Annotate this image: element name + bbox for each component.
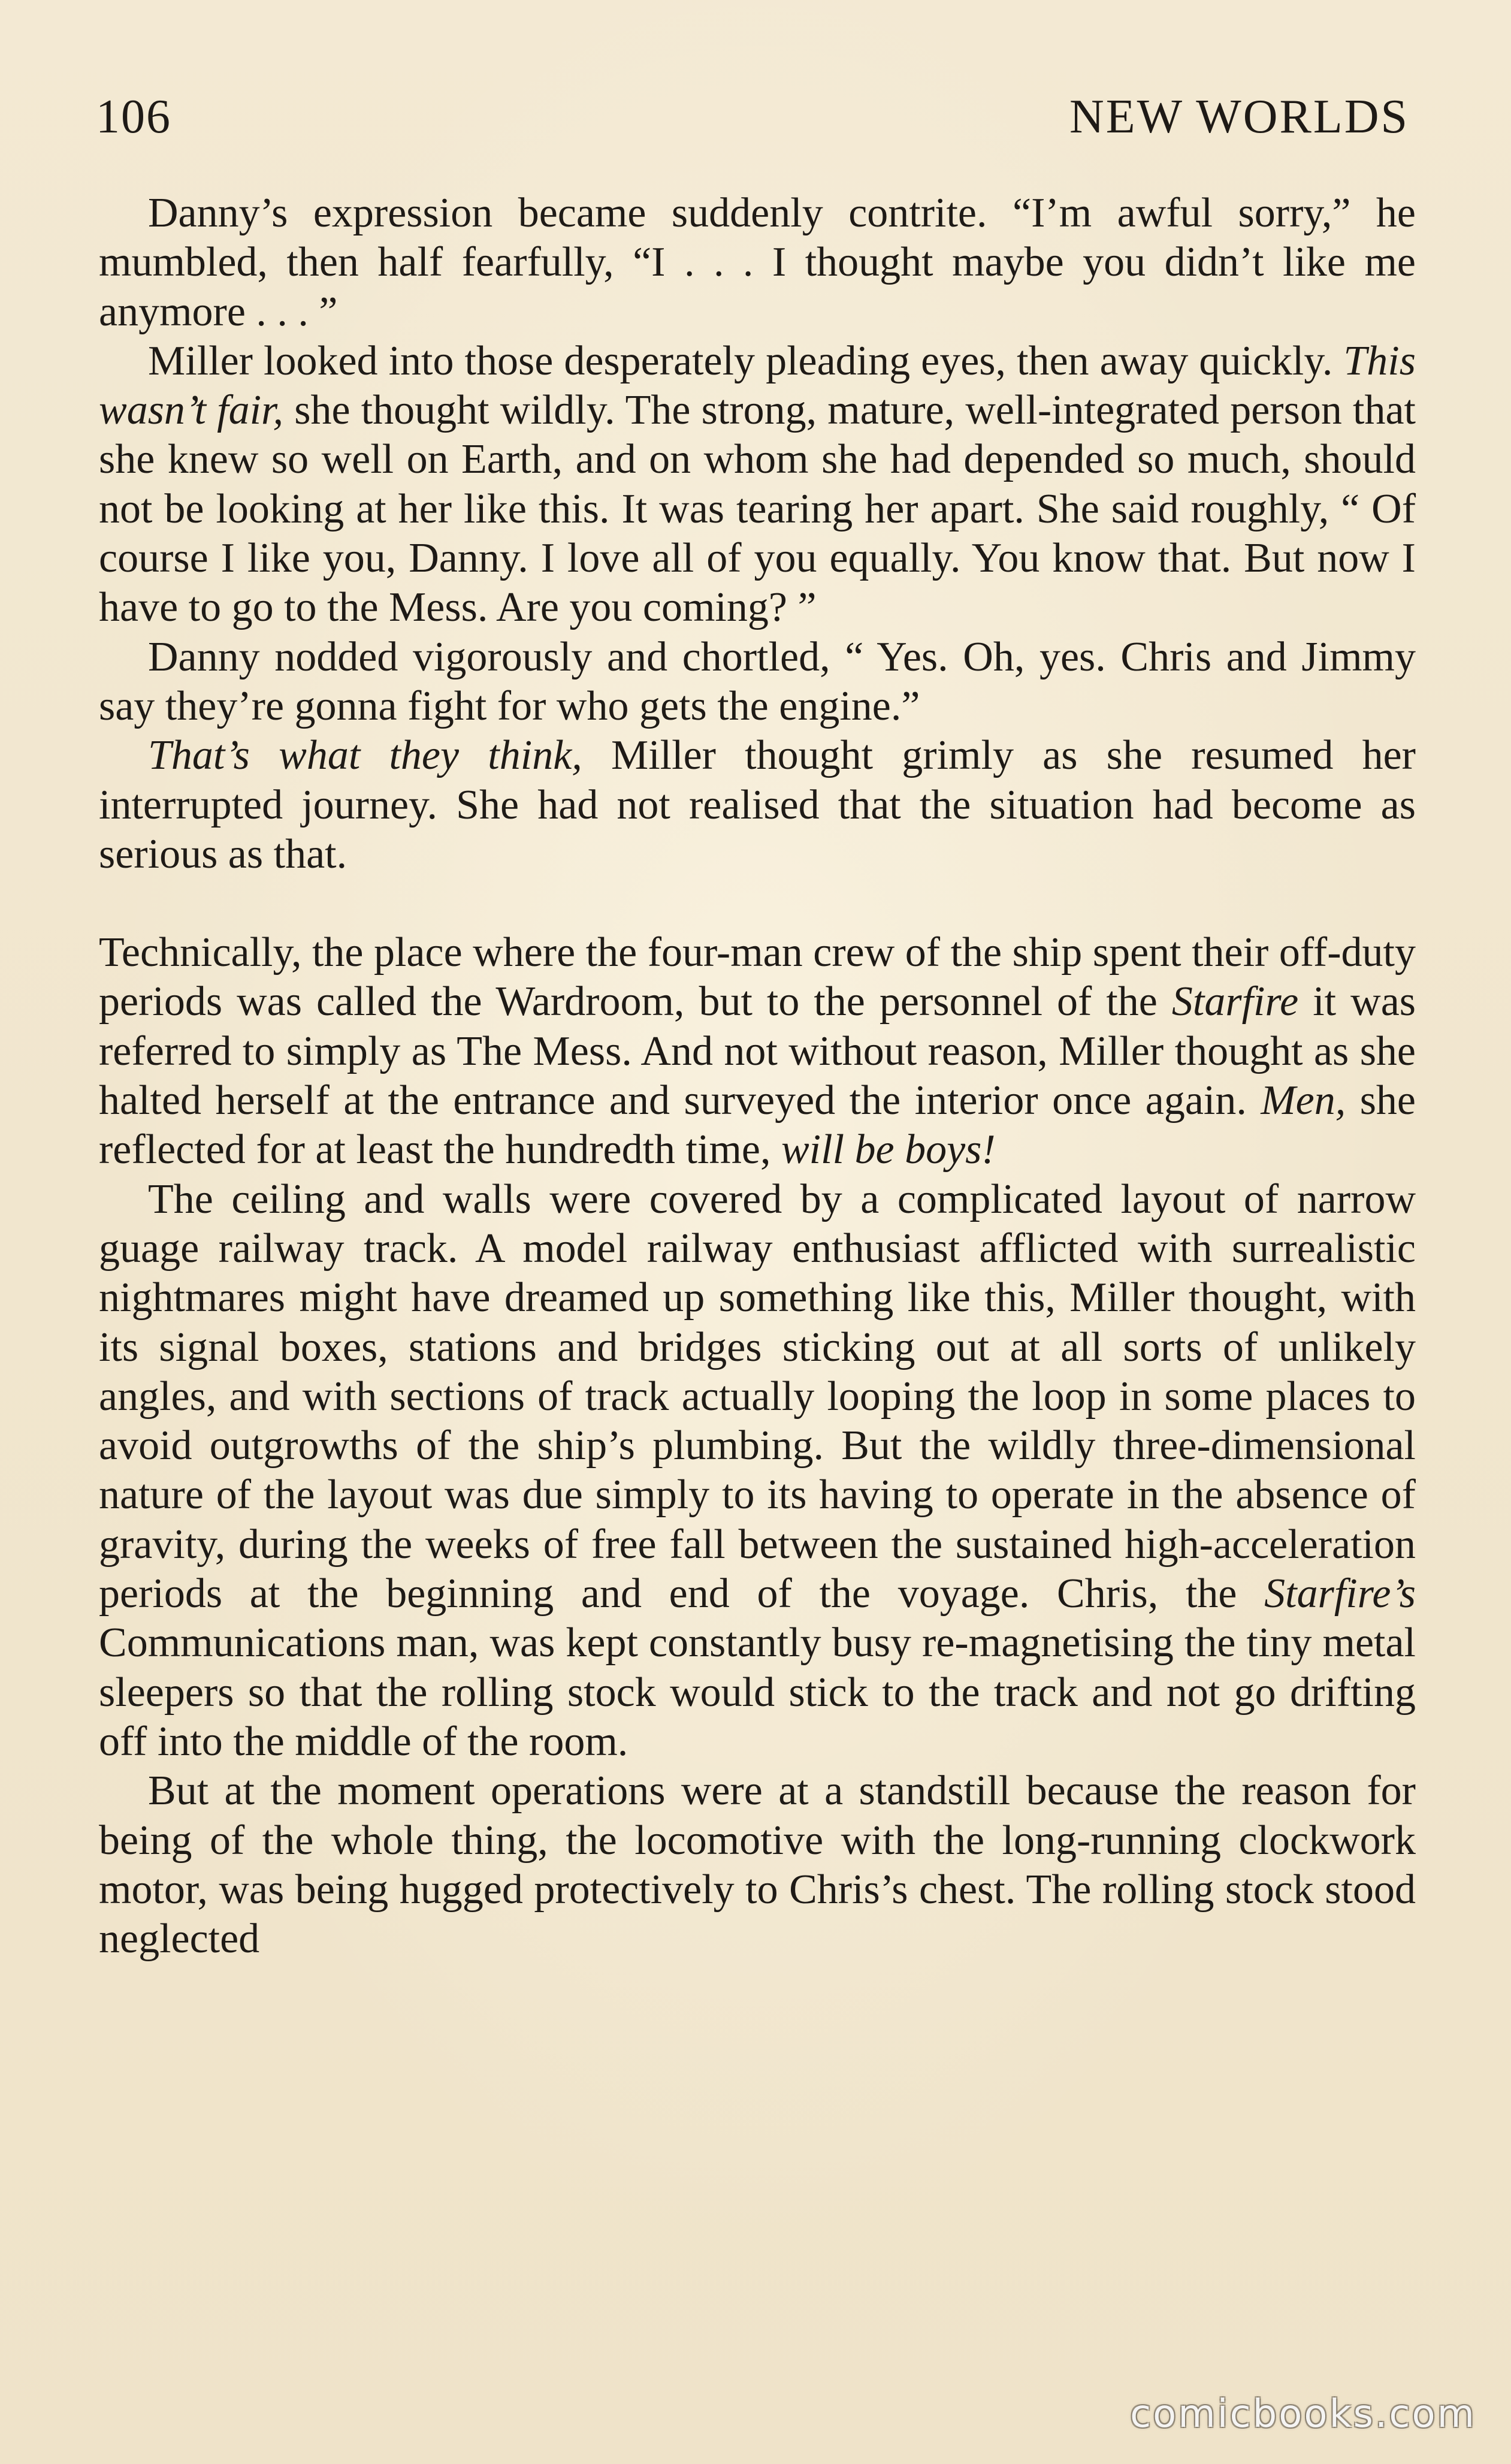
- paragraph-5: [99, 928, 1416, 1174]
- watermark: comicbooks.com: [1129, 2392, 1476, 2436]
- italic-segment: That’s what they think,: [148, 732, 582, 779]
- paragraph-7: [99, 1767, 1416, 1964]
- text-segment: But at the moment operations were at a standstill because the reason for being of the whole thing, the locomotive with the long-running clockwork motor, was being hugged protectively to Chris’s chest. The rolling stock stood neglected: [99, 1768, 1416, 1962]
- text-segment: Communications man, was kept constantly busy re-magnetising the tiny metal sleepers so that the rolling stock would stick to the track and not go drifting off into the middle of the room.: [99, 1620, 1416, 1765]
- text-segment: she thought wildly. The strong, mature, well-integrated person that she knew so well on Earth, and on whom she had depended so much, should not be looking at her like this. It was tearing her apart. She said roughly, “ Of course I like you, Danny. I love all of you equally. You know that. But now I have to go to the Mess. Are you coming? ”: [99, 387, 1416, 631]
- running-head: NEW WORLDS: [1069, 90, 1409, 143]
- italic-segment: Starfire’s: [1264, 1571, 1416, 1617]
- paragraph-4: [99, 731, 1416, 879]
- paragraph-6: [99, 1175, 1416, 1767]
- text-segment: it was referred to simply as The Mess. And not without reason, Miller thought as she halted herself at the entrance and surveyed the interior once again.: [99, 979, 1416, 1124]
- page-number: 106: [96, 90, 171, 143]
- paragraph-1: [99, 189, 1416, 337]
- italic-segment: will be boys!: [781, 1127, 996, 1173]
- text-segment: Danny’s expression became suddenly contrite. “I’m awful sorry,” he mumbled, then half fearfully, “I . . . I thought maybe you didn’t like me anymore . . . ”: [99, 190, 1416, 335]
- italic-segment: Men,: [1261, 1077, 1346, 1124]
- text-segment: she reflected for at least the hundredth time,: [99, 1077, 1416, 1173]
- page-header: [96, 90, 1409, 150]
- italic-segment: Starfire: [1171, 979, 1299, 1025]
- text-segment: The ceiling and walls were covered by a complicated layout of narrow guage railway track. A model railway enthusiast afflicted with surrealistic nightmares might have dreamed up something like this, Miller thought, with its signal boxes, stations and bridges sticking out at all sorts of unlikely angles, and with sections of track actually looping the loop in some places to avoid outgrowths of the ship’s plumbing. But the wildly three-dimensional nature of the layout was due simply to its having to operate in the absence of gravity, during the weeks of free fall between the sustained high-acceleration periods at the beginning and end of the voyage. Chris, the: [99, 1176, 1416, 1617]
- italic-segment: This wasn’t fair,: [99, 337, 1416, 434]
- text-segment: Danny nodded vigorously and chortled, “ Yes. Oh, yes. Chris and Jimmy say they’re gonna fight for who gets the engine.”: [99, 633, 1416, 729]
- paragraph-2: [99, 337, 1416, 633]
- text-segment: Technically, the place where the four-man crew of the ship spent their off-duty periods was called the Wardroom, but to the personnel of the: [99, 929, 1416, 1025]
- body-text: [99, 189, 1416, 1964]
- paragraph-3: [99, 633, 1416, 732]
- text-segment: Miller looked into those desperately pleading eyes, then away quickly.: [148, 337, 1344, 384]
- text-segment: Miller thought grimly as she resumed her interrupted journey. She had not realised that the situation had become as serious as that.: [99, 732, 1416, 877]
